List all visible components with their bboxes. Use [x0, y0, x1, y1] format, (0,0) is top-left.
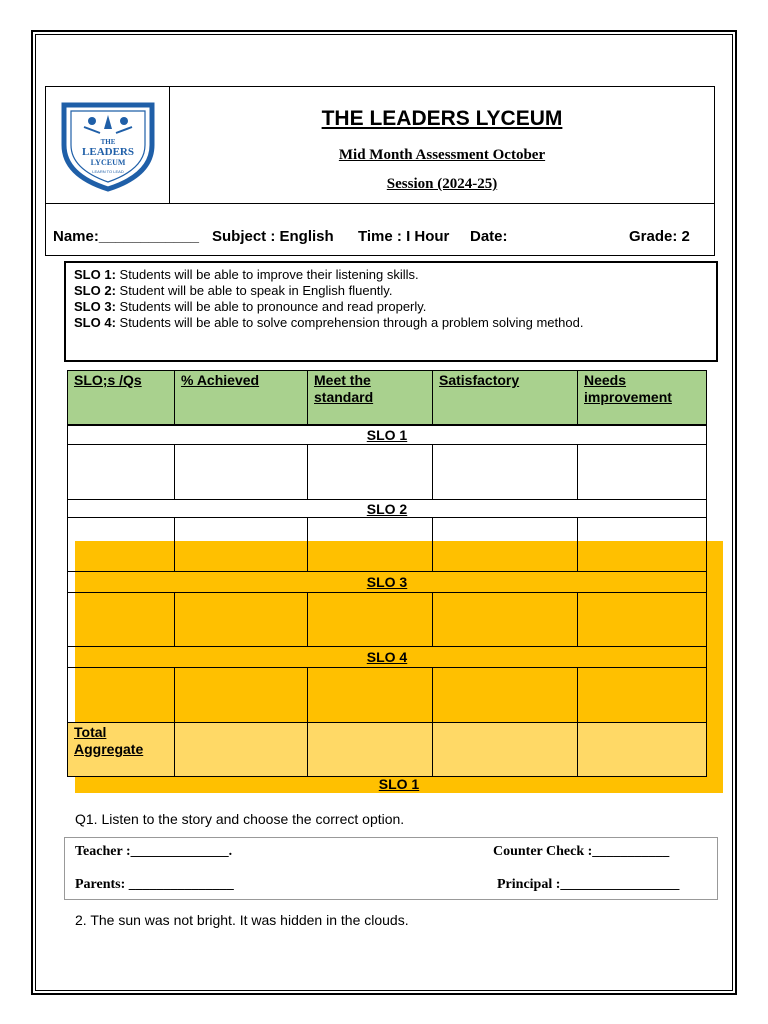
question-1: Q1. Listen to the story and choose the correct option.: [75, 811, 405, 827]
logo-motto: LEARN TO LEAD: [92, 169, 124, 174]
table-cell[interactable]: [432, 444, 578, 500]
slo-description-box: [64, 261, 718, 362]
table-cell[interactable]: [67, 667, 175, 723]
time-label: Time : I Hour: [358, 228, 450, 245]
slo-description-4: SLO 4: Students will be able to solve comprehension through a problem solving method.: [74, 315, 584, 330]
slo-description-2: SLO 2: Student will be able to speak in English fluently.: [74, 283, 393, 298]
teacher-signature[interactable]: Teacher :______________.: [75, 844, 233, 859]
logo-cell: [46, 87, 170, 203]
section-slo-1: SLO 1: [67, 425, 707, 445]
table-cell[interactable]: [577, 517, 707, 572]
school-logo-icon: [56, 97, 160, 193]
slo-1-section-heading: SLO 1: [378, 776, 420, 792]
table-cell[interactable]: [577, 667, 707, 723]
exam-title: Mid Month Assessment October: [338, 147, 546, 163]
table-cell[interactable]: [577, 444, 707, 500]
logo-text-leaders: LEADERS: [82, 146, 134, 158]
table-cell[interactable]: [577, 592, 707, 647]
section-slo-2: SLO 2: [67, 499, 707, 518]
question-2: 2. The sun was not bright. It was hidden in the clouds.: [75, 912, 409, 928]
subject-label: Subject : English: [212, 228, 334, 245]
section-slo-3: SLO 3: [67, 571, 707, 593]
parents-signature[interactable]: Parents: _______________: [75, 877, 234, 892]
grade-label: Grade: 2: [629, 228, 690, 245]
name-field[interactable]: Name:____________: [53, 228, 199, 245]
logo-text-lyceum: LYCEUM: [90, 158, 126, 167]
table-row: [67, 444, 707, 500]
table-cell[interactable]: [432, 722, 578, 777]
slo-description-1: SLO 1: Students will be able to improve their listening skills.: [74, 267, 419, 282]
table-cell[interactable]: [67, 517, 175, 572]
section-slo-4: SLO 4: [67, 646, 707, 668]
table-cell[interactable]: [174, 667, 308, 723]
table-header-row: [67, 370, 707, 425]
table-cell[interactable]: [307, 444, 433, 500]
table-cell[interactable]: [307, 667, 433, 723]
session-title: Session (2024-25): [386, 176, 498, 192]
header-achieved: % Achieved: [174, 370, 308, 425]
header-slo-qs: SLO;s /Qs: [67, 370, 175, 425]
table-cell[interactable]: [174, 592, 308, 647]
header-box: [45, 86, 715, 204]
table-cell[interactable]: [307, 722, 433, 777]
header-meet-standard: Meet the standard: [307, 370, 433, 425]
principal-signature[interactable]: Principal :_________________: [497, 877, 680, 892]
school-name: THE LEADERS LYCEUM: [321, 107, 563, 130]
table-cell[interactable]: [307, 592, 433, 647]
table-cell[interactable]: [432, 592, 578, 647]
slo-description-3: SLO 3: Students will be able to pronounce and read properly.: [74, 299, 427, 314]
header-satisfactory: Satisfactory: [432, 370, 578, 425]
table-cell[interactable]: [307, 517, 433, 572]
date-field[interactable]: Date:: [470, 228, 508, 245]
table-row: [67, 592, 707, 647]
table-row: [67, 517, 707, 572]
counter-check-signature[interactable]: Counter Check :___________: [493, 844, 670, 859]
table-cell[interactable]: [432, 667, 578, 723]
table-cell[interactable]: [174, 444, 308, 500]
table-cell[interactable]: [67, 444, 175, 500]
student-info-row: [45, 204, 715, 256]
table-cell[interactable]: [577, 722, 707, 777]
table-cell[interactable]: [174, 722, 308, 777]
table-cell[interactable]: [67, 592, 175, 647]
total-aggregate-label: Total Aggregate: [67, 722, 175, 777]
logo-text-the: THE: [100, 138, 116, 146]
table-row: [67, 667, 707, 723]
table-cell[interactable]: [174, 517, 308, 572]
total-aggregate-row: [67, 722, 707, 777]
table-cell[interactable]: [432, 517, 578, 572]
header-needs-improvement: Needs improvement: [577, 370, 707, 425]
signature-box: [64, 837, 718, 900]
